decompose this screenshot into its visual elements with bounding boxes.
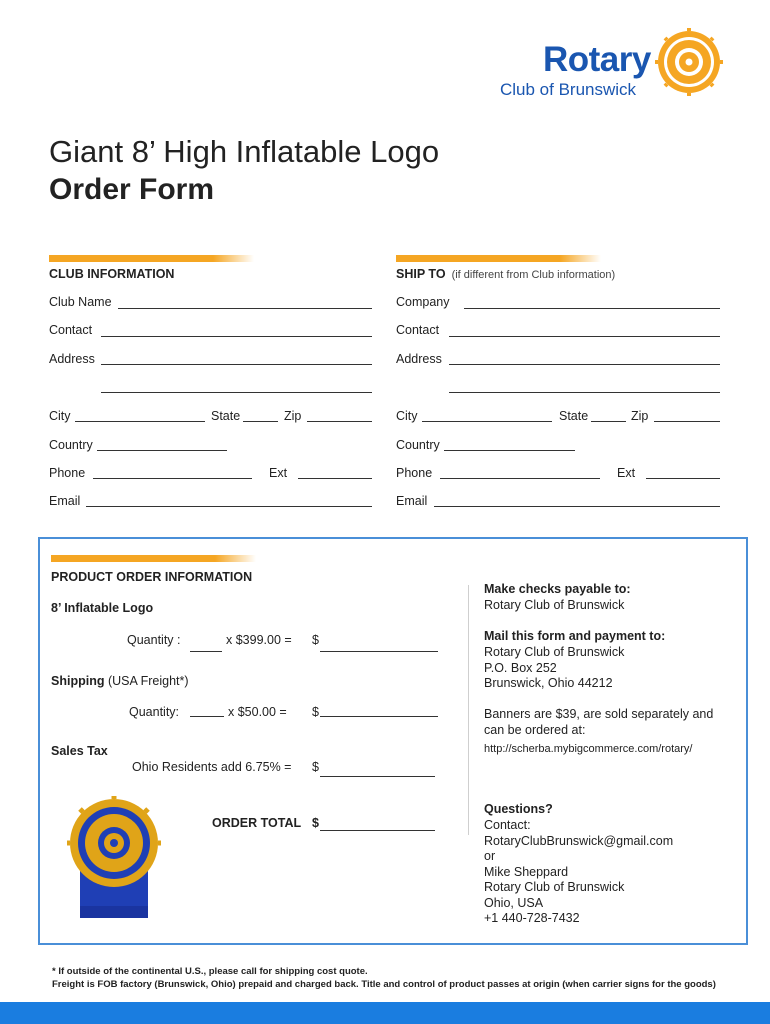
ship-contact-label: Contact xyxy=(396,323,440,337)
rotary-wheel-icon xyxy=(655,28,723,96)
club-state-field[interactable] xyxy=(243,421,278,422)
contact-line: Ohio, USA xyxy=(484,895,544,910)
mail-line: Rotary Club of Brunswick xyxy=(484,645,625,659)
tax-dollar-sign: $ xyxy=(312,760,319,774)
contact-line: Rotary Club of Brunswick xyxy=(484,880,625,894)
club-contact-field[interactable] xyxy=(101,336,372,337)
form-subtitle: Order Form xyxy=(49,173,215,206)
contact-line: Contact: xyxy=(484,818,531,832)
bottom-color-bar xyxy=(0,1002,770,1024)
club-ext-field[interactable] xyxy=(298,478,372,479)
ship-zip-label: Zip xyxy=(631,409,649,423)
banners-text xyxy=(484,707,713,738)
ship-city-field[interactable] xyxy=(422,421,552,422)
mail-line: Brunswick, Ohio 44212 xyxy=(484,676,613,690)
club-address-field-2[interactable] xyxy=(101,392,372,393)
unit-price-text: x $399.00 = xyxy=(226,633,292,647)
mail-heading: Mail this form and payment to: xyxy=(484,629,666,643)
item-subtotal-field[interactable] xyxy=(320,651,438,652)
club-name-label: Club Name xyxy=(49,295,112,309)
product-info-heading: PRODUCT ORDER INFORMATION xyxy=(51,570,253,584)
ship-country-label: Country xyxy=(396,438,440,452)
footnote-shipping: * If outside of the continental U.S., please call for shipping cost quote. xyxy=(52,966,368,977)
total-dollar-sign: $ xyxy=(312,816,319,830)
ship-country-field[interactable] xyxy=(444,450,575,451)
ship-city-label: City xyxy=(396,409,418,423)
shipping-heading xyxy=(51,674,189,688)
ship-email-label: Email xyxy=(396,494,428,508)
club-phone-label: Phone xyxy=(49,466,86,480)
sales-tax-note: Ohio Residents add 6.75% = xyxy=(132,760,292,774)
ship-company-field[interactable] xyxy=(464,308,720,309)
section-accent-bar xyxy=(396,255,601,262)
club-phone-field[interactable] xyxy=(93,478,252,479)
quantity-label: Quantity : xyxy=(127,633,181,647)
ship-company-label: Company xyxy=(396,295,450,309)
logo-subtitle: Club of Brunswick xyxy=(500,80,637,99)
contact-line: or xyxy=(484,849,496,863)
banners-line: can be ordered at: xyxy=(484,722,586,737)
ship-to-heading xyxy=(396,267,615,281)
column-divider xyxy=(468,585,469,835)
ship-zip-field[interactable] xyxy=(654,421,720,422)
club-address-field[interactable] xyxy=(101,364,372,365)
mail-address xyxy=(484,645,624,692)
inflatable-logo-image xyxy=(66,796,162,922)
item-label: 8’ Inflatable Logo xyxy=(51,601,154,615)
ship-state-field[interactable] xyxy=(591,421,626,422)
contact-name: Mike Sheppard xyxy=(484,864,569,879)
section-accent-bar xyxy=(51,555,256,562)
section-accent-bar xyxy=(49,255,254,262)
club-country-field[interactable] xyxy=(97,450,227,451)
shipping-quantity-label: Quantity: xyxy=(129,705,180,719)
club-name-field[interactable] xyxy=(118,308,372,309)
form-title: Giant 8’ High Inflatable Logo xyxy=(49,134,440,169)
club-email-field[interactable] xyxy=(86,506,372,507)
club-state-label: State xyxy=(211,409,241,423)
club-zip-field[interactable] xyxy=(307,421,372,422)
club-info-heading: CLUB INFORMATION xyxy=(49,267,175,281)
contact-phone: +1 440-728-7432 xyxy=(484,911,580,925)
shipping-quantity-field[interactable] xyxy=(190,716,224,717)
ship-phone-label: Phone xyxy=(396,466,433,480)
shipping-price-text: x $50.00 = xyxy=(228,705,287,719)
mail-line: P.O. Box 252 xyxy=(484,660,557,675)
ship-contact-field[interactable] xyxy=(449,336,720,337)
sales-tax-field[interactable] xyxy=(320,776,435,777)
club-ext-label: Ext xyxy=(269,466,288,480)
item-dollar-sign: $ xyxy=(312,633,319,647)
ship-phone-field[interactable] xyxy=(440,478,600,479)
club-contact-label: Contact xyxy=(49,323,93,337)
logo-title: Rotary xyxy=(543,40,651,79)
club-city-label: City xyxy=(49,409,71,423)
questions-heading: Questions? xyxy=(484,802,553,816)
checks-payee: Rotary Club of Brunswick xyxy=(484,598,625,612)
quantity-field[interactable] xyxy=(190,651,222,652)
shipping-subtotal-field[interactable] xyxy=(320,716,438,717)
banners-link[interactable]: http://scherba.mybigcommerce.com/rotary/ xyxy=(484,743,693,755)
ship-ext-label: Ext xyxy=(617,466,636,480)
sales-tax-label: Sales Tax xyxy=(51,744,108,758)
ship-state-label: State xyxy=(559,409,589,423)
shipping-dollar-sign: $ xyxy=(312,705,319,719)
footnote-freight: Freight is FOB factory (Brunswick, Ohio) prepaid and charged back. Title and control of product passes at origin (when carrier signs for the goods) xyxy=(52,979,716,990)
club-address-label: Address xyxy=(49,352,95,366)
shipping-note: (USA Freight*) xyxy=(107,674,189,688)
order-total-field[interactable] xyxy=(320,830,435,831)
checks-heading: Make checks payable to: xyxy=(484,582,631,596)
order-total-label: ORDER TOTAL xyxy=(212,816,302,830)
shipping-label: Shipping xyxy=(51,674,105,688)
club-country-label: Country xyxy=(49,438,93,452)
banners-line: Banners are $39, are sold separately and xyxy=(484,707,714,721)
club-city-field[interactable] xyxy=(75,421,205,422)
ship-to-note: (if different from Club information) xyxy=(451,269,616,281)
ship-email-field[interactable] xyxy=(434,506,720,507)
questions-contact xyxy=(484,818,673,927)
ship-address-label: Address xyxy=(396,352,442,366)
ship-address-field-2[interactable] xyxy=(449,392,720,393)
ship-to-title: SHIP TO xyxy=(396,267,446,281)
ship-ext-field[interactable] xyxy=(646,478,720,479)
club-zip-label: Zip xyxy=(284,409,302,423)
ship-address-field[interactable] xyxy=(449,364,720,365)
club-email-label: Email xyxy=(49,494,81,508)
contact-email[interactable]: RotaryClubBrunswick@gmail.com xyxy=(484,833,674,848)
